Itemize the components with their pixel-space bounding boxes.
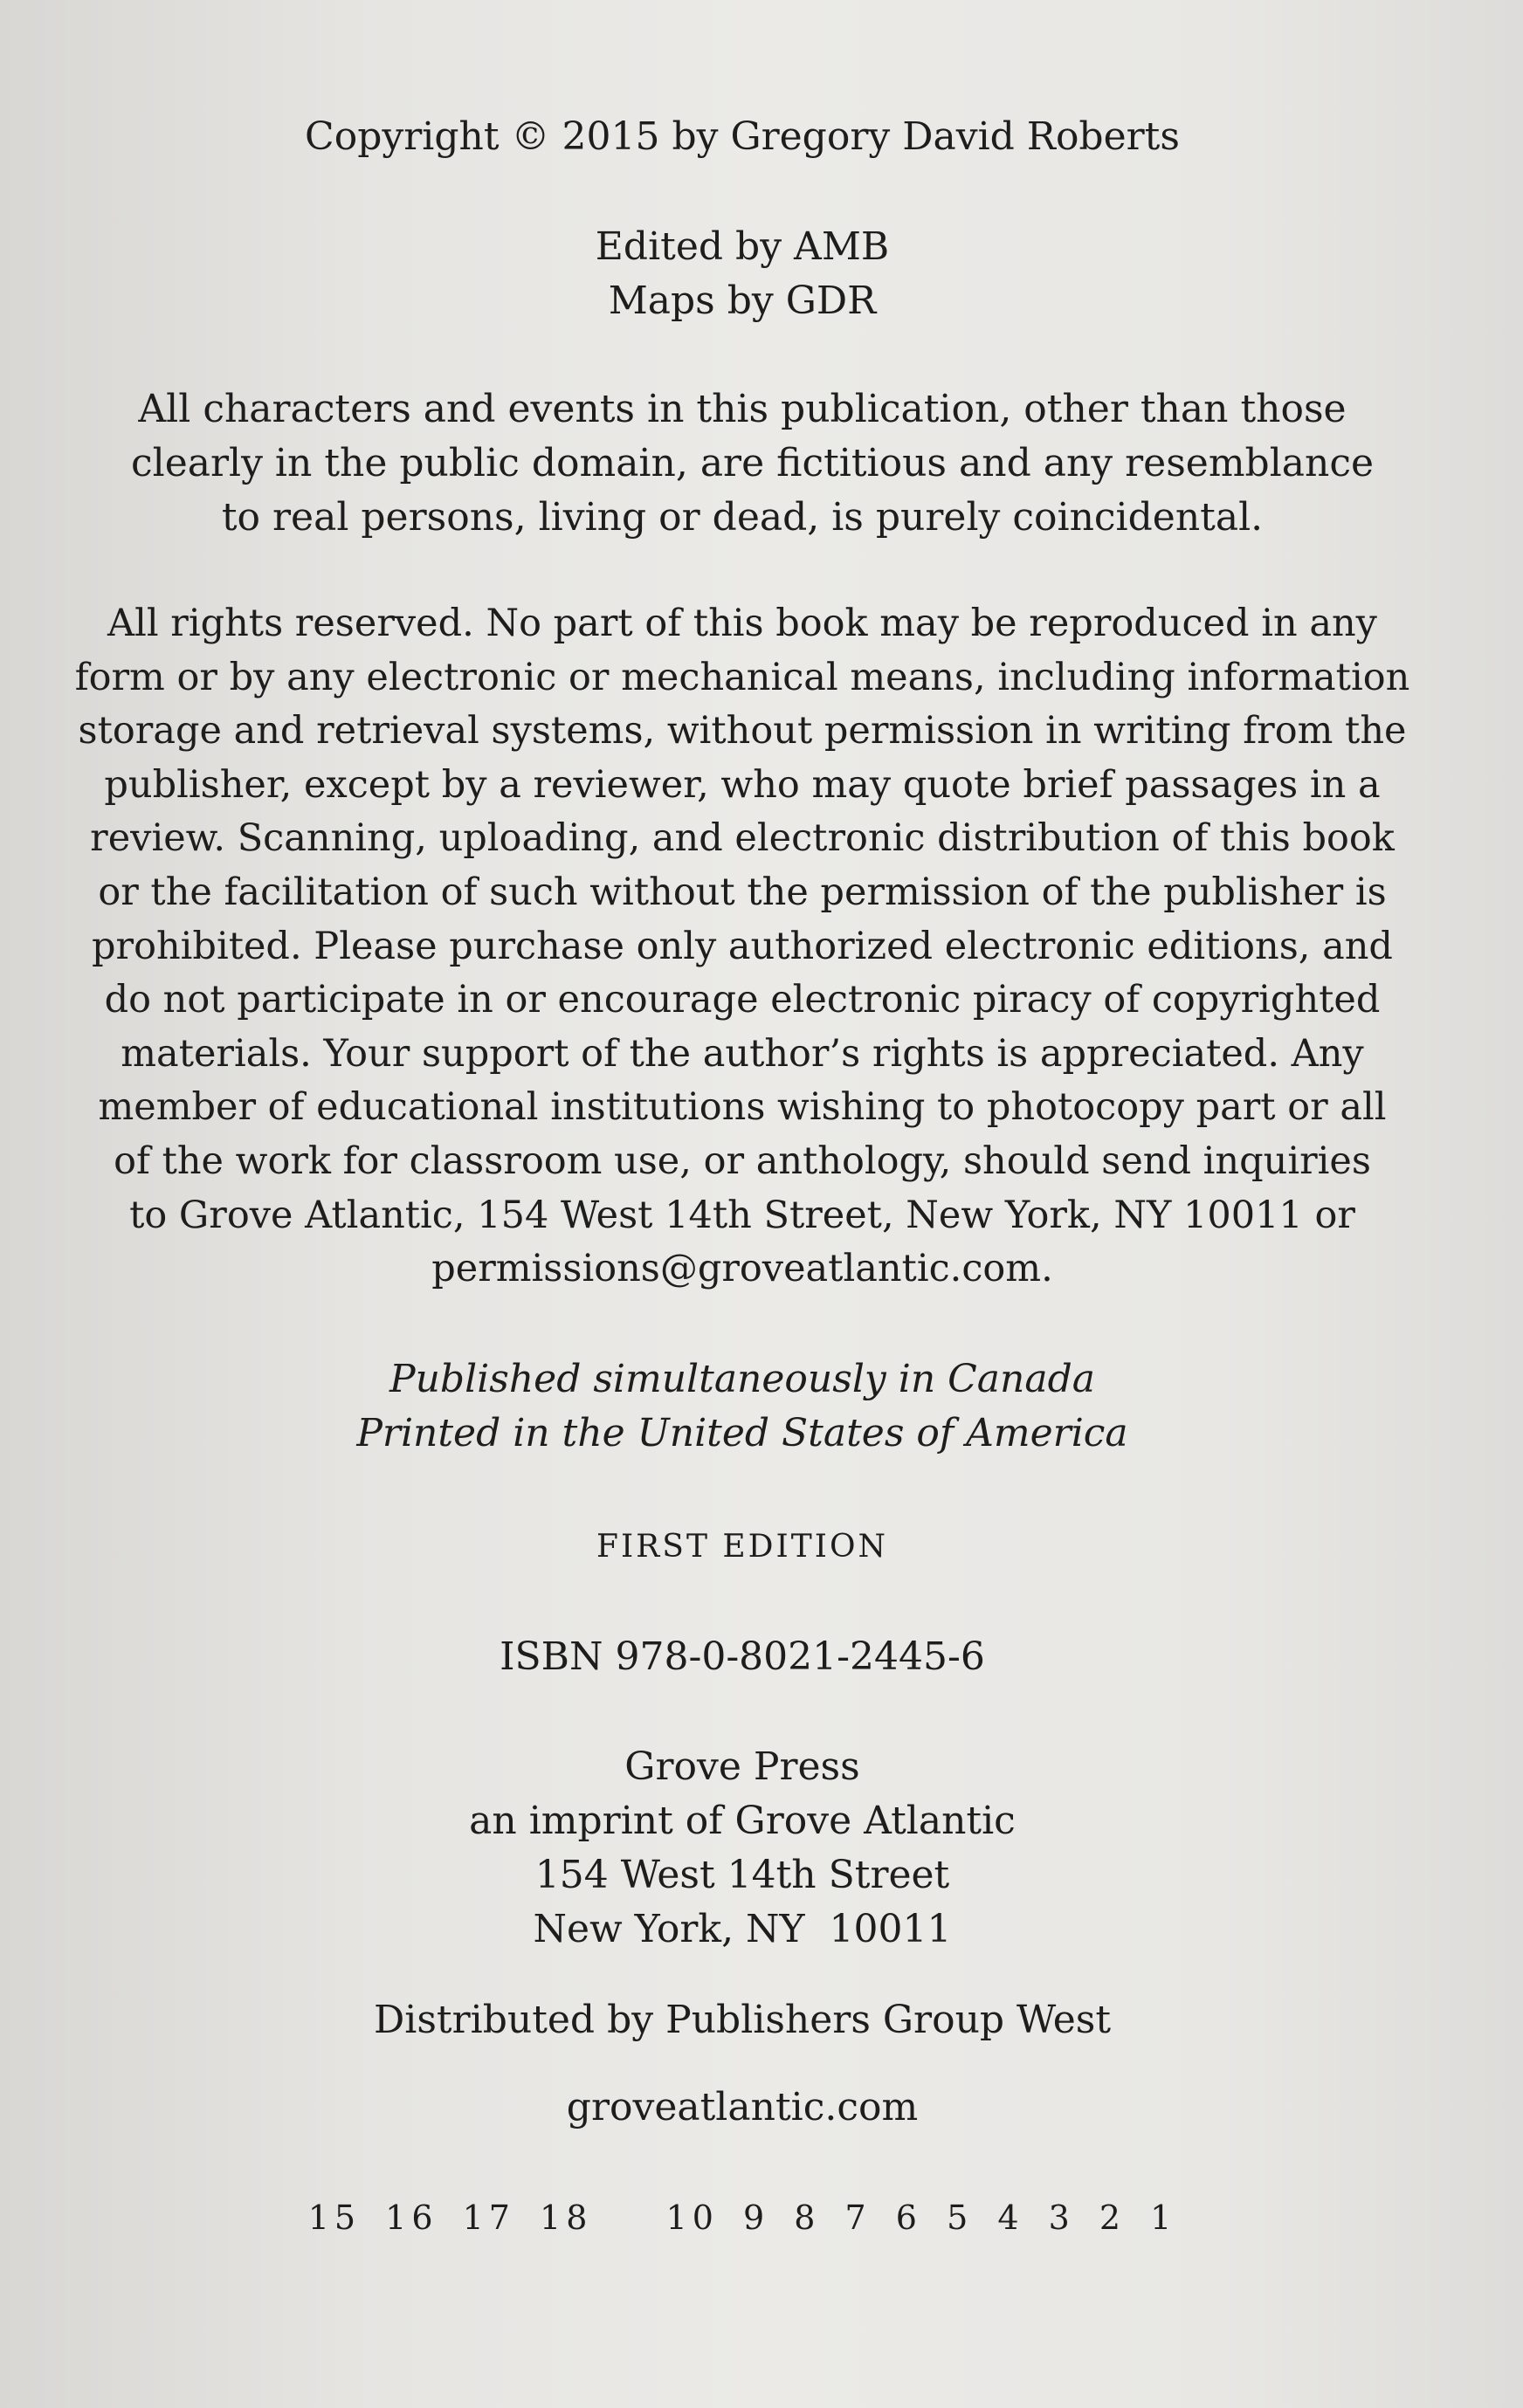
- publisher-imprint: an imprint of Grove Atlantic: [469, 1798, 1016, 1843]
- edition-label: FIRST EDITION: [596, 1528, 889, 1565]
- printing-line: [262, 2191, 1223, 2245]
- copyright-notice: [262, 110, 1223, 164]
- rights-line: storage and retrieval systems, without permission in writing from the: [78, 709, 1407, 753]
- distribution-info: [262, 1993, 1223, 2047]
- publisher-website: [262, 2081, 1223, 2135]
- isbn-number: ISBN 978-0-8021-2445-6: [500, 1634, 985, 1679]
- disclaimer-line: clearly in the public domain, are fictitious and any resemblance: [131, 441, 1375, 485]
- rights-line: of the work for classroom use, or anthology, should send inquiries: [114, 1139, 1371, 1183]
- credits-block: [262, 220, 1223, 328]
- rights-line: review. Scanning, uploading, and electronic distribution of this book: [90, 816, 1395, 861]
- distributor-line: Distributed by Publishers Group West: [373, 1997, 1111, 2042]
- published-canada-line: Published simultaneously in Canada: [389, 1356, 1096, 1401]
- rights-line: publisher, except by a reviewer, who may quote brief passages in a: [104, 762, 1381, 807]
- rights-line: do not participate in or encourage electronic piracy of copyrighted: [104, 978, 1381, 1022]
- rights-line: or the facilitation of such without the permission of the publisher is: [98, 870, 1387, 914]
- website-url: groveatlantic.com: [566, 2084, 919, 2129]
- publisher-address: [262, 1740, 1223, 1957]
- rights-line: materials. Your support of the author’s rights is appreciated. Any: [121, 1031, 1364, 1076]
- editor-credit: Edited by AMB: [595, 224, 890, 269]
- isbn-block: [262, 1630, 1223, 1684]
- rights-line: All rights reserved. No part of this book may be reproduced in any: [107, 602, 1377, 645]
- maps-credit: Maps by GDR: [608, 279, 877, 323]
- publisher-city: New York, NY 10011: [533, 1906, 952, 1951]
- publication-info: [262, 1352, 1223, 1461]
- disclaimer-line: All characters and events in this publication, other than those: [138, 387, 1347, 431]
- rights-line: prohibited. Please purchase only authorized electronic editions, and: [92, 924, 1393, 968]
- publisher-name: Grove Press: [624, 1744, 860, 1789]
- edition-statement: [262, 1520, 1223, 1574]
- copyright-line: Copyright © 2015 by Gregory David Roberts: [305, 114, 1180, 159]
- rights-line: form or by any electronic or mechanical means, including information: [74, 655, 1410, 699]
- rights-reserved-notice: [44, 597, 1441, 1297]
- printing-numbers: 15 16 17 18 10 9 8 7 6 5 4 3 2 1: [307, 2198, 1177, 2237]
- rights-line: member of educational institutions wishing to photocopy part or all: [98, 1085, 1387, 1130]
- rights-line: to Grove Atlantic, 154 West 14th Street, New York, NY 10011 or: [129, 1193, 1355, 1237]
- fiction-disclaimer: [131, 382, 1375, 545]
- disclaimer-line: to real persons, living or dead, is purely coincidental.: [221, 495, 1264, 540]
- publisher-street: 154 West 14th Street: [534, 1852, 950, 1897]
- printed-usa-line: Printed in the United States of America: [356, 1410, 1128, 1455]
- rights-line: permissions@groveatlantic.com.: [431, 1247, 1053, 1291]
